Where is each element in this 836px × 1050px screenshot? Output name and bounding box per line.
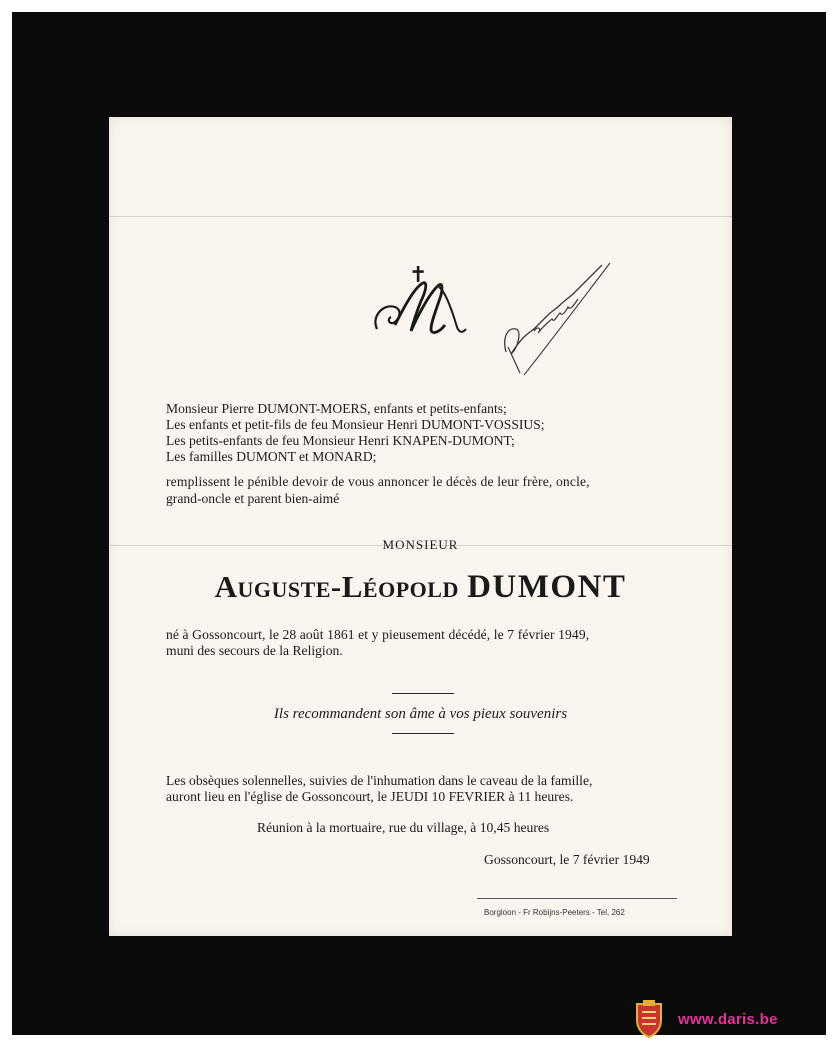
family-line: Les petits-enfants de feu Monsieur Henri KNAPEN-DUMONT;: [166, 433, 515, 448]
family-line: Monsieur Pierre DUMONT-MOERS, enfants et petits-enfants;: [166, 401, 507, 416]
birth-death-line: né à Gossoncourt, le 28 août 1861 et y pieusement décédé, le 7 février 1949,: [166, 627, 590, 642]
coat-of-arms-icon: [634, 998, 664, 1038]
honorific: MONSIEUR: [382, 537, 459, 552]
announcement-line: remplissent le pénible devoir de vous annoncer le décès de leur frère, oncle,: [166, 474, 590, 489]
deceased-surname: DUMONT: [467, 569, 627, 605]
printer-divider: [477, 898, 677, 899]
divider: [392, 733, 454, 734]
funeral-line: Les obsèques solennelles, suivies de l'inhumation dans le caveau de la famille,: [166, 773, 593, 788]
memorial-card: [109, 117, 732, 936]
divider: [392, 693, 454, 694]
reunion-line: Réunion à la mortuaire, rue du village, à 10,45 heures: [257, 820, 550, 835]
place-date: Gossoncourt, le 7 février 1949: [484, 852, 650, 867]
birth-death-line: muni des secours de la Religion.: [166, 643, 343, 658]
fold-crease: [109, 216, 732, 217]
handwritten-signature: [494, 257, 614, 377]
commendation: Ils recommandent son âme à vos pieux souvenirs: [273, 706, 568, 722]
ornamental-initial-m: [369, 277, 469, 339]
cross-icon: ✝: [409, 263, 428, 288]
deceased-given-names: Auguste-Léopold: [214, 569, 459, 604]
announcement-line: grand-oncle et parent bien-aimé: [166, 491, 340, 506]
funeral-line: auront lieu en l'église de Gossoncourt, le JEUDI 10 FEVRIER à 11 heures.: [166, 789, 574, 804]
deceased-name: [109, 569, 732, 606]
family-line: Les enfants et petit-fils de feu Monsieur Henri DUMONT-VOSSIUS;: [166, 417, 545, 432]
watermark-link[interactable]: www.daris.be: [678, 1011, 778, 1028]
printer-credit: Borgloon - Fr Robijns-Peeters - Tel. 262: [484, 908, 625, 917]
family-line: Les familles DUMONT et MONARD;: [166, 449, 377, 464]
